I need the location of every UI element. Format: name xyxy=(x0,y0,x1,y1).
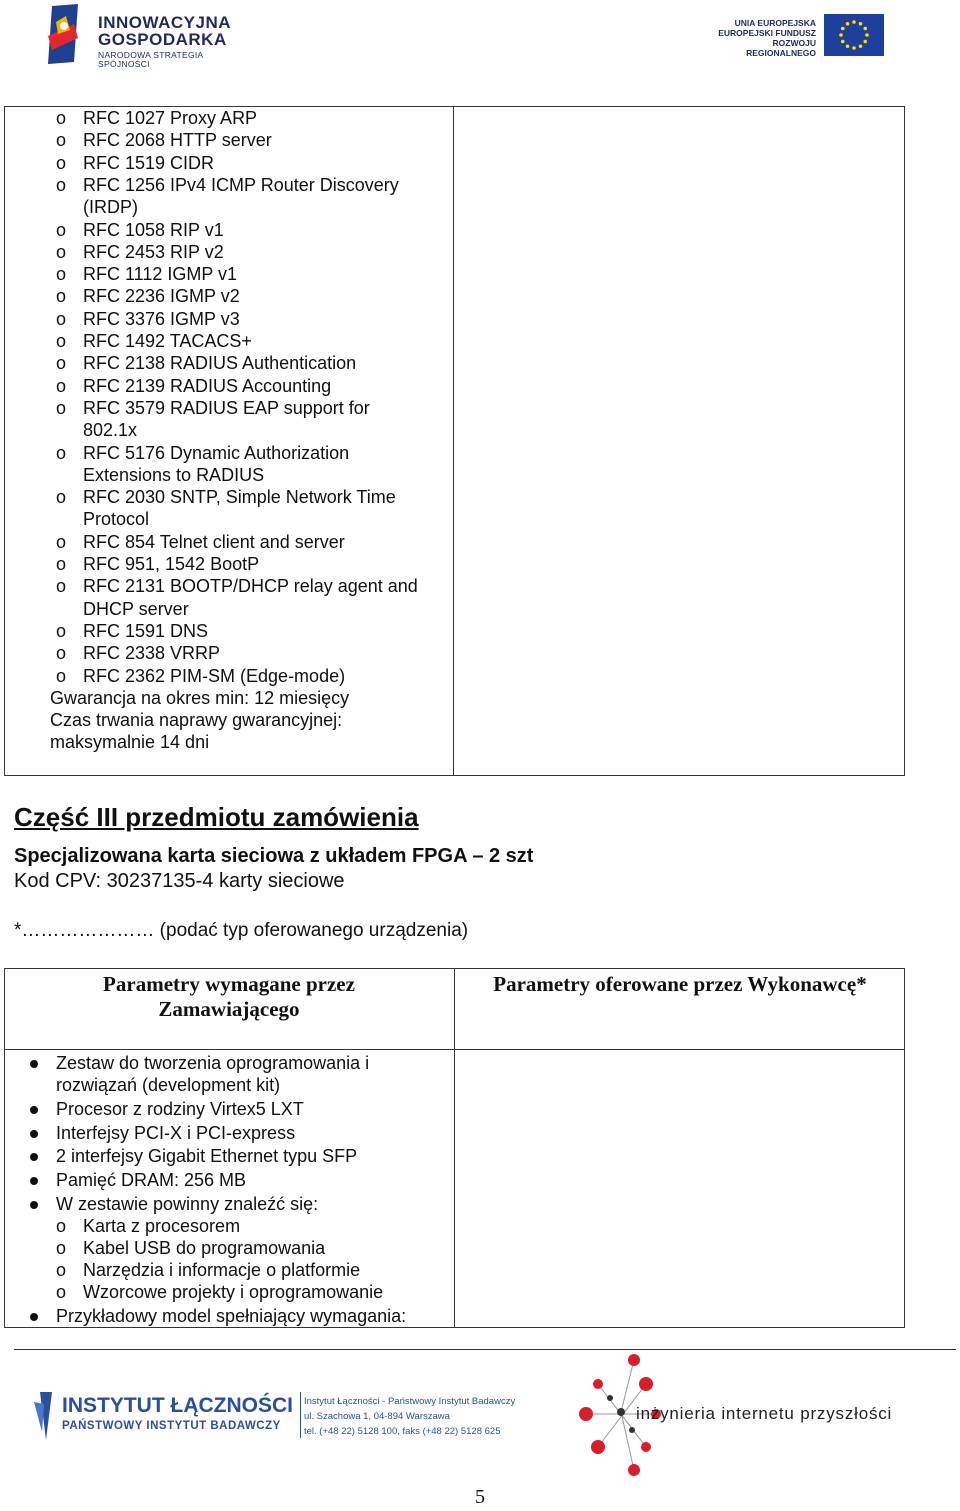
il-emblem-icon xyxy=(34,1392,58,1440)
repair-time-text-2: maksymalnie 14 dni xyxy=(50,732,210,752)
list-item: RFC 1492 TACACS+ xyxy=(83,331,252,351)
table-2-header-divider xyxy=(4,1049,905,1050)
list-marker: o xyxy=(56,620,67,641)
section-heading: Część III przedmiotu zamówienia xyxy=(14,802,419,832)
offered-params-header: Parametry oferowane przez Wykonawcę* xyxy=(493,972,867,996)
list-marker: o xyxy=(56,397,67,418)
innowacyjna-gospodarka-logo xyxy=(44,0,244,69)
list-item: Procesor z rodziny Virtex5 LXT xyxy=(56,1099,304,1119)
list-marker: o xyxy=(56,643,67,664)
list-item: RFC 2236 IGMP v2 xyxy=(83,286,240,307)
list-item: RFC 854 Telnet client and server xyxy=(83,531,345,552)
list-marker: o xyxy=(56,1238,67,1258)
list-item: Extensions to RADIUS xyxy=(83,464,265,485)
ig-title-2: GOSPODARKA xyxy=(98,30,227,49)
list-marker: o xyxy=(56,531,67,552)
ig-subtitle: NARODOWA STRATEGIA SPÓJNOŚCI xyxy=(98,50,204,69)
list-item: RFC 2131 BOOTP/DHCP relay agent and xyxy=(83,576,418,597)
list-item: 2 interfejsy Gigabit Ethernet typu SFP xyxy=(56,1146,358,1166)
list-item: Karta z procesorem xyxy=(83,1216,241,1236)
list-item: Protocol xyxy=(83,509,150,530)
warranty-text: Gwarancja na okres min: 12 miesięcy xyxy=(50,688,350,708)
list-item: RFC 2068 HTTP server xyxy=(83,130,272,151)
list-marker: o xyxy=(56,331,67,351)
list-item: RFC 2030 SNTP, Simple Network Time xyxy=(83,487,396,508)
ii-text: inżynieria internetu przyszłości xyxy=(636,1404,893,1423)
list-item: (IRDP) xyxy=(83,197,138,218)
list-marker: o xyxy=(56,174,67,195)
list-marker: o xyxy=(56,286,67,307)
list-marker: o xyxy=(56,1260,67,1280)
list-item: Interfejsy PCI-X i PCI-express xyxy=(56,1123,296,1143)
list-item: DHCP server xyxy=(83,598,189,619)
list-marker: o xyxy=(56,487,67,508)
list-marker: o xyxy=(56,130,67,151)
list-item: Pamięć DRAM: 256 MB xyxy=(56,1170,247,1190)
il-info-3: tel. (+48 22) 5128 100, faks (+48 22) 5128 625 xyxy=(304,1426,501,1437)
bullet-icon xyxy=(30,1201,38,1209)
list-marker: o xyxy=(56,308,67,329)
list-item: rozwiązań (development kit) xyxy=(56,1075,281,1095)
list-marker: o xyxy=(56,442,67,463)
required-params-header: Parametry wymagane przez Zamawiającego xyxy=(103,972,355,1021)
list-item: W zestawie powinny znaleźć się: xyxy=(56,1194,319,1214)
list-marker: o xyxy=(56,1282,67,1302)
ig-title-1: INNOWACYJNA xyxy=(98,13,232,32)
list-marker: o xyxy=(56,264,67,285)
list-marker: o xyxy=(56,1216,67,1236)
list-item: RFC 951, 1542 BootP xyxy=(83,554,260,574)
device-type-line: *………………… (podać typ oferowanego urządzenia) xyxy=(14,920,469,941)
section-subheading: Specjalizowana karta sieciowa z układem FPGA – 2 szt xyxy=(14,845,534,867)
il-name: INSTYTUT ŁĄCZNOŚCI xyxy=(62,1394,293,1417)
list-marker: o xyxy=(56,241,67,262)
list-marker: o xyxy=(56,108,67,128)
table-2-vertical-divider xyxy=(454,968,455,1328)
list-item: RFC 1519 CIDR xyxy=(83,152,215,173)
list-item: RFC 1027 Proxy ARP xyxy=(83,108,258,128)
list-item: Przykładowy model spełniający wymagania: xyxy=(56,1306,407,1326)
list-item: Kabel USB do programowania xyxy=(83,1238,326,1258)
bullet-icon xyxy=(30,1106,38,1114)
bullet-icon xyxy=(30,1177,38,1185)
eu-line-1: UNIA EUROPEJSKA xyxy=(734,18,816,28)
list-item: RFC 3376 IGMP v3 xyxy=(83,308,240,329)
footer-divider xyxy=(14,1349,956,1350)
il-subname: PAŃSTWOWY INSTYTUT BADAWCZY xyxy=(62,1420,281,1432)
bullet-icon xyxy=(30,1060,38,1068)
list-item: Narzędzia i informacje o platformie xyxy=(83,1260,361,1280)
instytut-lacznosci-logo xyxy=(34,1388,554,1444)
list-item: RFC 1256 IPv4 ICMP Router Discovery xyxy=(83,174,399,195)
il-info-1: Instytut Łączności - Państwowy Instytut Badawczy xyxy=(304,1396,516,1407)
eu-flag-icon xyxy=(824,14,884,56)
eu-line-3: ROZWOJU REGIONALNEGO xyxy=(746,38,816,58)
bullet-icon xyxy=(30,1313,38,1321)
list-marker: o xyxy=(56,665,67,686)
repair-time-text-1: Czas trwania naprawy gwarancyjnej: xyxy=(50,710,343,730)
bullet-icon xyxy=(30,1153,38,1161)
list-item: RFC 2338 VRRP xyxy=(83,643,221,664)
cpv-code: Kod CPV: 30237135-4 karty sieciowe xyxy=(14,870,345,892)
list-marker: o xyxy=(56,375,67,396)
list-item: RFC 2139 RADIUS Accounting xyxy=(83,375,332,396)
inzynieria-internetu-logo xyxy=(576,1352,946,1478)
page-number: 5 xyxy=(475,1486,485,1508)
list-item: RFC 1112 IGMP v1 xyxy=(83,264,238,285)
list-item: RFC 2453 RIP v2 xyxy=(83,241,224,262)
il-info-2: ul. Szachowa 1, 04-894 Warszawa xyxy=(304,1411,450,1422)
list-item: RFC 5176 Dynamic Authorization xyxy=(83,442,350,463)
eu-logo xyxy=(716,14,886,58)
list-item: RFC 2138 RADIUS Authentication xyxy=(83,353,357,374)
list-marker: o xyxy=(56,219,67,240)
list-item: Wzorcowe projekty i oprogramowanie xyxy=(83,1282,384,1302)
list-item: RFC 1058 RIP v1 xyxy=(83,219,224,240)
list-marker: o xyxy=(56,576,67,597)
ig-flag-icon xyxy=(44,4,84,64)
list-item: 802.1x xyxy=(83,420,138,441)
table-1-divider xyxy=(453,106,454,776)
list-item: RFC 2362 PIM-SM (Edge-mode) xyxy=(83,665,346,686)
list-item: RFC 3579 RADIUS EAP support for xyxy=(83,397,370,418)
list-marker: o xyxy=(56,353,67,374)
list-marker: o xyxy=(56,152,67,173)
list-marker: o xyxy=(56,554,67,574)
list-item: RFC 1591 DNS xyxy=(83,620,209,641)
list-item: Zestaw do tworzenia oprogramowania i xyxy=(56,1053,370,1073)
bullet-icon xyxy=(30,1130,38,1138)
eu-line-2: EUROPEJSKI FUNDUSZ xyxy=(718,28,816,38)
